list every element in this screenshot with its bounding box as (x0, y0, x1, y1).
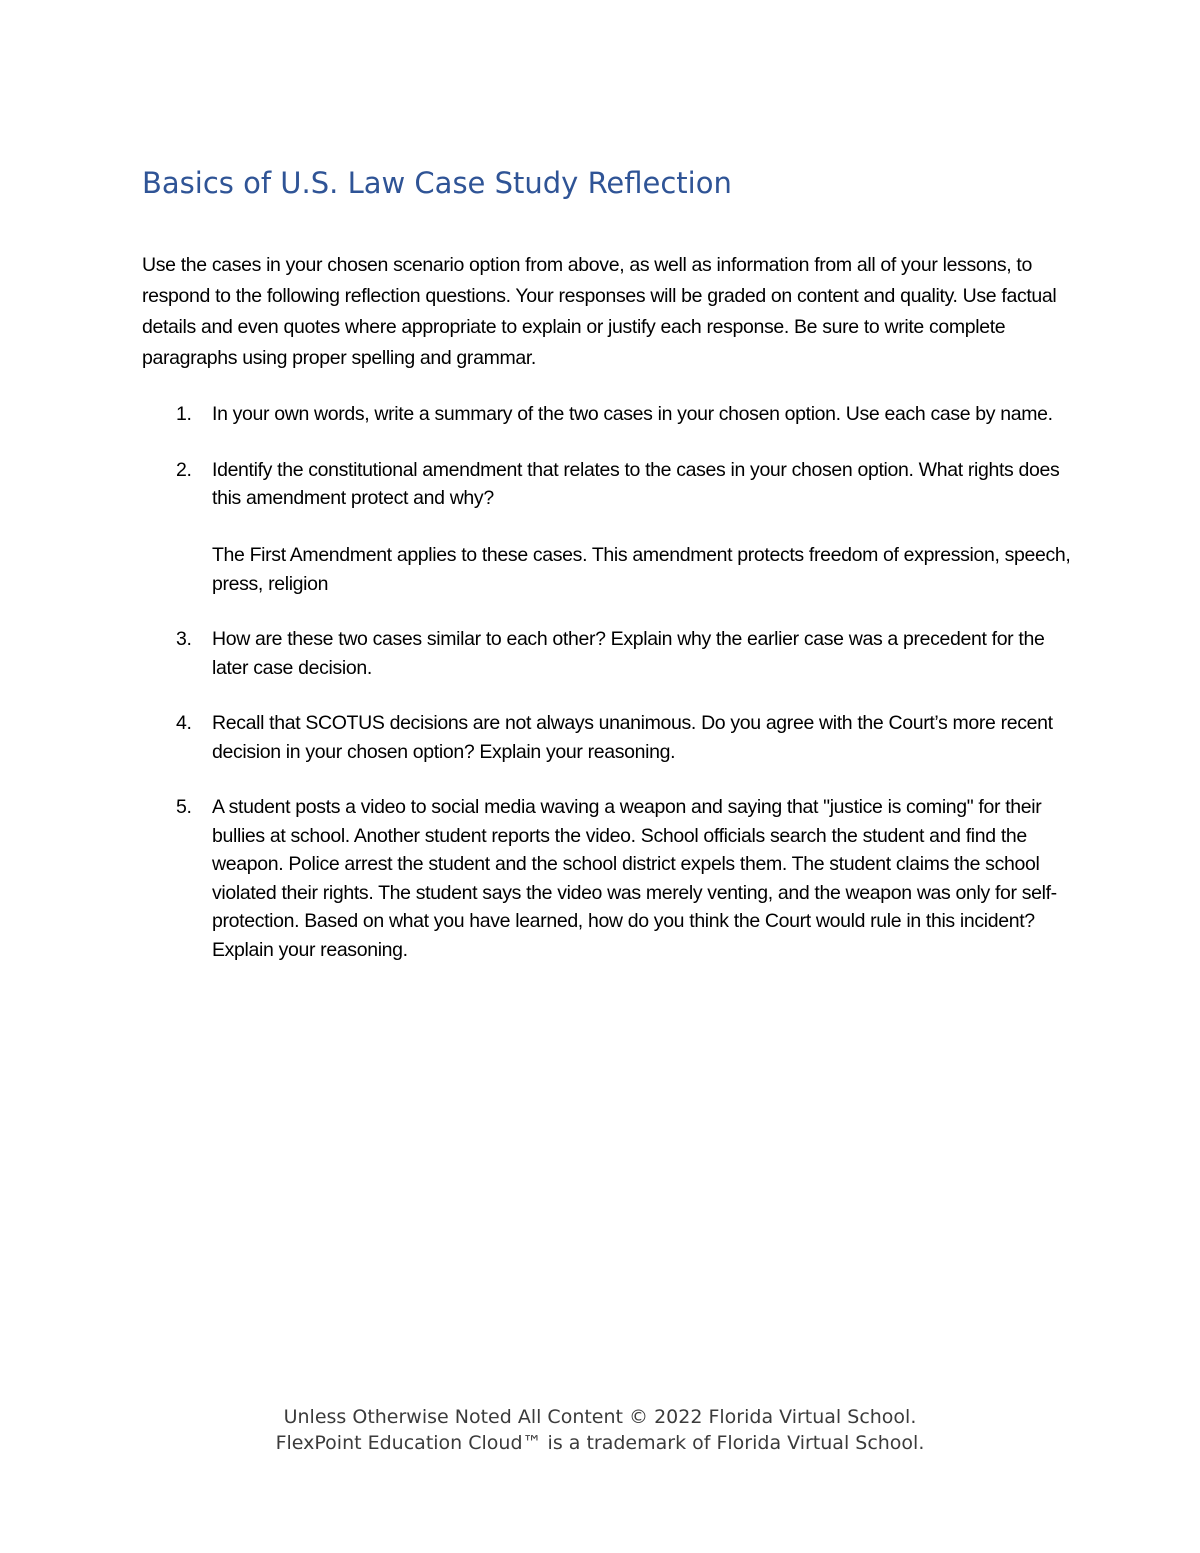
question-item-4 (142, 709, 1072, 766)
intro-paragraph: Use the cases in your chosen scenario option from above, as well as information from all of your lessons, to respond to the following reflection questions. Your responses will be graded on content and quality. Use factual details and even quotes where appropriate to explain or justify each response. Be sure to write complete paragraphs using proper spelling and grammar. (142, 254, 1057, 369)
question-text: Identify the constitutional amendment that relates to the cases in your chosen option. What rights does this amendment protect and why? (212, 458, 1060, 509)
trademark-line: FlexPoint Education Cloud™ is a trademark of Florida Virtual School. (275, 1432, 925, 1454)
question-text: A student posts a video to social media waving a weapon and saying that "justice is coming" for their bullies at school. Another student reports the video. School officials search the student and find the weapon. Police arrest the student and the school district expels them. The student claims the school violated their rights. The student says the video was merely venting, and the weapon was only for self-protection. Based on what you have learned, how do you think the Court would rule in this incident? Explain your reasoning. (212, 796, 1057, 961)
question-number: 1. (176, 403, 192, 425)
question-text: Recall that SCOTUS decisions are not always unanimous. Do you agree with the Court’s more recent decision in your chosen option? Explain your reasoning. (212, 712, 1053, 763)
question-item-1 (142, 400, 1072, 429)
page-footer (0, 1404, 1200, 1456)
question-number: 4. (176, 712, 192, 734)
document-title: Basics of U.S. Law Case Study Reflection (142, 166, 732, 200)
question-text: How are these two cases similar to each other? Explain why the earlier case was a precedent for the later case decision. (212, 628, 1045, 679)
question-item-2 (142, 456, 1072, 599)
question-number: 5. (176, 796, 192, 818)
question-item-3 (142, 625, 1072, 682)
question-text: In your own words, write a summary of the two cases in your chosen option. Use each case by name. (212, 403, 1053, 425)
reflection-question-list (142, 400, 1072, 964)
student-answer: The First Amendment applies to these cases. This amendment protects freedom of expression, speech, press, religion (212, 544, 1071, 595)
copyright-line: Unless Otherwise Noted All Content © 2022 Florida Virtual School. (283, 1406, 917, 1428)
question-item-5 (142, 793, 1072, 964)
question-number: 2. (176, 458, 192, 481)
question-number: 3. (176, 628, 192, 650)
